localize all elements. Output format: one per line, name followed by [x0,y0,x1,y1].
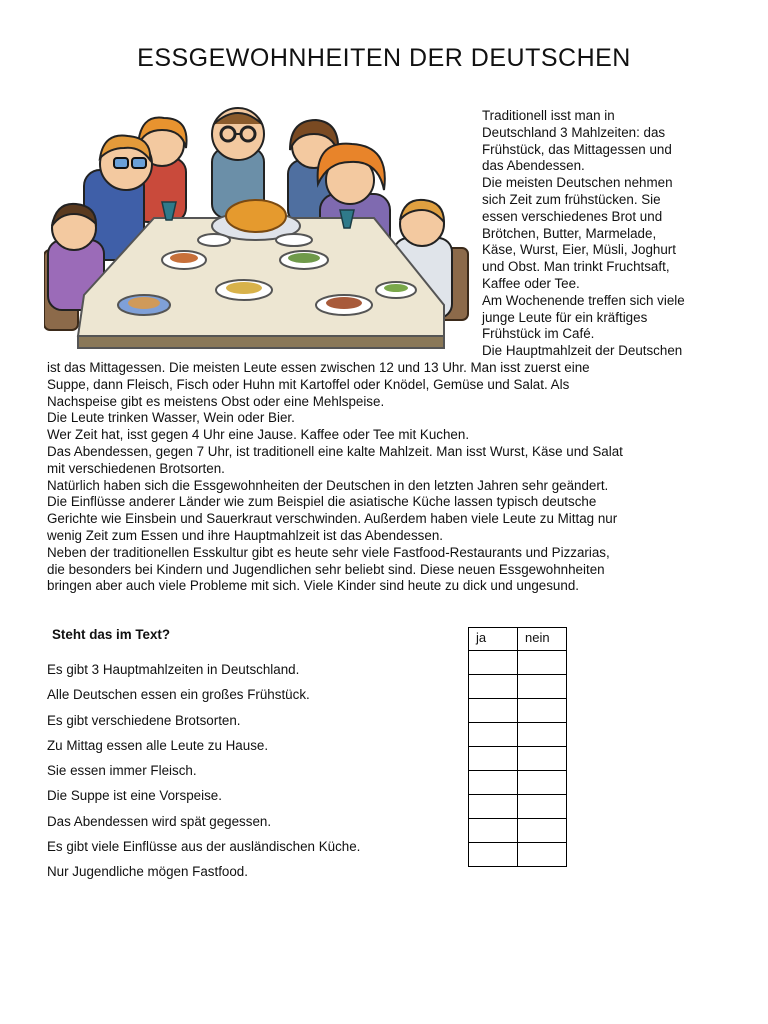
answer-cell-ja[interactable] [469,723,518,747]
answer-cell-ja[interactable] [469,795,518,819]
answer-row [469,651,567,675]
answer-row [469,699,567,723]
answer-cell-ja[interactable] [469,843,518,867]
quiz-statement: Das Abendessen wird spät gegessen. [47,813,272,829]
answer-cell-nein[interactable] [518,651,567,675]
text-line: essen verschiedenes Brot und [482,208,663,224]
answer-row [469,819,567,843]
answer-cell-ja[interactable] [469,771,518,795]
answer-table-header [469,628,567,651]
text-line: Gerichte wie Einsbein und Sauerkraut verschwinden. Außerdem haben viele Leute zu Mittag nur [47,511,618,527]
text-line: Kaffee oder Tee. [482,275,580,291]
answer-cell-nein[interactable] [518,675,567,699]
answer-row [469,771,567,795]
column-header-ja: ja [469,628,518,651]
text-line: Am Wochenende treffen sich viele [482,292,685,308]
text-line: Die Hauptmahlzeit der Deutschen [482,343,683,359]
answer-row [469,675,567,699]
text-line: Die Leute trinken Wasser, Wein oder Bier. [47,410,295,426]
answer-row [469,843,567,867]
text-line: Frühstück, das Mittagessen und [482,141,672,157]
text-line: und Obst. Man trinkt Fruchtsaft, [482,259,670,275]
page-title: ESSGEWOHNHEITEN DER DEUTSCHEN [137,44,631,72]
answer-cell-ja[interactable] [469,747,518,771]
answer-table [468,627,567,867]
text-line: junge Leute für ein kräftiges [482,309,648,325]
quiz-statement: Die Suppe ist eine Vorspeise. [47,788,222,804]
text-line: ist das Mittagessen. Die meisten Leute essen zwischen 12 und 13 Uhr. Man isst zuerst eine [47,360,590,375]
answer-cell-nein[interactable] [518,771,567,795]
text-line: wenig Zeit zum Essen und ihre Hauptmahlzeit ist das Abendessen. [47,527,443,543]
text-line: Die Einflüsse anderer Länder wie zum Beispiel die asiatische Küche lassen typisch deutsche [47,494,597,510]
text-line: Neben der traditionellen Esskultur gibt es heute sehr viele Fastfood-Restaurants und Pizzarias, [47,544,610,560]
family-dinner-illustration [44,100,470,350]
text-line: Suppe, dann Fleisch, Fisch oder Huhn mit Kartoffel oder Knödel, Gemüse und Salat. Als [47,376,570,392]
quiz-statement: Zu Mittag essen alle Leute zu Hause. [47,737,269,753]
text-line: Das Abendessen, gegen 7 Uhr, ist traditionell eine kalte Mahlzeit. Man isst Wurst, Käse und Salat [47,443,623,459]
answer-cell-nein[interactable] [518,699,567,723]
text-line: Brötchen, Butter, Marmelade, [482,225,657,241]
text-line: das Abendessen. [482,158,585,174]
text-line: sich Zeit zum frühstücken. Sie [482,191,661,207]
quiz-statement: Es gibt verschiedene Brotsorten. [47,712,241,728]
quiz-statement: Sie essen immer Fleisch. [47,763,197,779]
answer-row [469,723,567,747]
answer-row [469,795,567,819]
text-line: Die meisten Deutschen nehmen [482,175,673,191]
quiz-statement: Es gibt viele Einflüsse aus der ausländischen Küche. [47,839,361,855]
text-line: Käse, Wurst, Eier, Müsli, Joghurt [482,242,676,258]
text-line: Nachspeise gibt es meistens Obst oder eine Mehlspeise. [47,393,385,409]
intro-text-column [482,108,727,360]
answer-cell-ja[interactable] [469,651,518,675]
text-line: Traditionell isst man in [482,108,615,123]
quiz-statement: Es gibt 3 Hauptmahlzeiten in Deutschland. [47,662,300,677]
quiz-statement: Alle Deutschen essen ein großes Frühstück. [47,687,310,703]
text-line: Wer Zeit hat, isst gegen 4 Uhr eine Jause. Kaffee oder Tee mit Kuchen. [47,427,470,443]
answer-cell-ja[interactable] [469,699,518,723]
text-line: Frühstück im Café. [482,326,595,342]
answer-cell-nein[interactable] [518,723,567,747]
answer-cell-ja[interactable] [469,819,518,843]
quiz-heading: Steht das im Text? [52,627,171,642]
answer-cell-nein[interactable] [518,795,567,819]
text-line: Natürlich haben sich die Essgewohnheiten der Deutschen in den letzten Jahren sehr geändert. [47,477,609,493]
column-header-nein: nein [518,628,567,651]
answer-cell-nein[interactable] [518,747,567,771]
answer-cell-nein[interactable] [518,819,567,843]
quiz-statements [47,660,457,888]
text-line: mit verschiedenen Brotsorten. [47,460,225,476]
quiz-statement: Nur Jugendliche mögen Fastfood. [47,864,248,880]
answer-row [469,747,567,771]
text-line: die besonders bei Kindern und Jugendlichen sehr beliebt sind. Diese neuen Essgewohnheiten [47,561,605,577]
answer-cell-nein[interactable] [518,843,567,867]
main-text-body [47,360,727,595]
text-line: Deutschland 3 Mahlzeiten: das [482,124,666,140]
answer-cell-ja[interactable] [469,675,518,699]
text-line: bringen aber auch viele Probleme mit sich. Viele Kinder sind heute zu dick und ungesund. [47,578,579,594]
